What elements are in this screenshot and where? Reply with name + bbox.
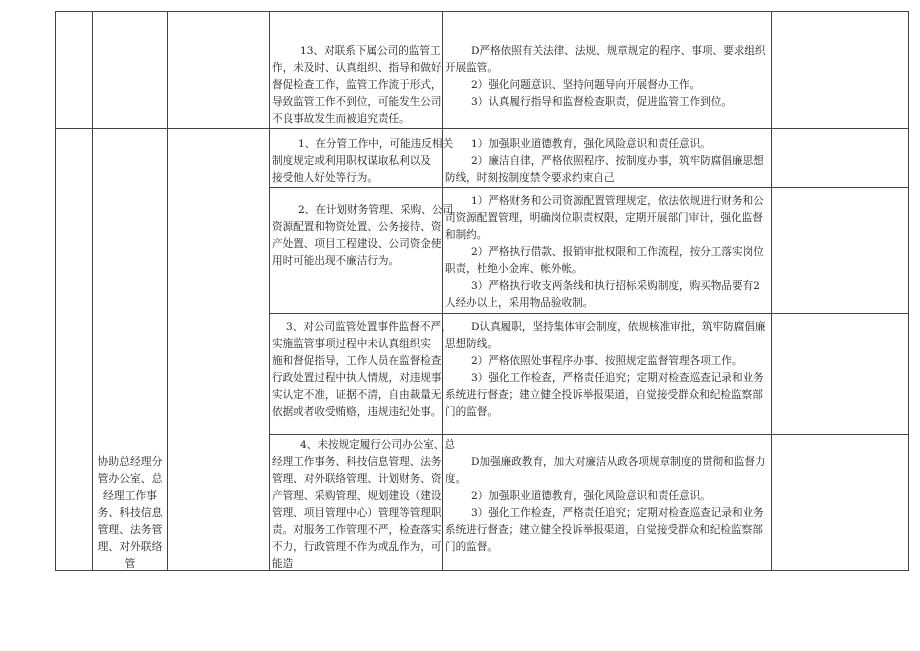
risk-text-line: 用时可能出现不廉洁行为。 bbox=[272, 255, 400, 267]
risk-text-line: 4、未按规定履行公司办公室、总 bbox=[300, 439, 456, 451]
measure-text-line: 3）严格执行收支两条线和执行招标采购制度，购买物品要有2 bbox=[471, 280, 760, 292]
risk-point-cell bbox=[272, 319, 452, 421]
risk-text-line: 施和督促指导，工作人员在监督检查 bbox=[272, 355, 442, 367]
department-line: 协助总经理分 bbox=[97, 455, 163, 468]
measure-text-line: 开展监管。 bbox=[445, 62, 498, 74]
table-top-border bbox=[55, 11, 909, 12]
department-line: 管办公室、总 bbox=[97, 472, 163, 485]
risk-text-line: 13、对联系下属公司的监管工 bbox=[300, 45, 441, 57]
risk-text-line: 经理工作事务、科技信息管理、法务 bbox=[272, 456, 442, 468]
measure-text-line: 门的监督。 bbox=[445, 406, 498, 418]
risk-text-line: 2、在计划财务管理、采购、公司 bbox=[298, 204, 454, 216]
measure-text-line: 3）强化工作检查，严格责任追究；定期对检查巡查记录和业务 bbox=[471, 372, 764, 384]
measure-text-line: 度。 bbox=[445, 473, 467, 485]
risk-text-line: 制度规定或利用职权谋取私利以及 bbox=[272, 155, 431, 167]
risk-text-line: 资源配置和物资处置、公务接待、资 bbox=[272, 221, 442, 233]
measure-text-line: D加强廉政教育，加大对廉洁从政各项规章制度的贯彻和监督力 bbox=[471, 456, 766, 468]
measure-text-line: 系统进行督查；建立健全投诉举报渠道，自觉接受群众和纪检监察部 bbox=[445, 524, 763, 536]
measure-text-line: 2）强化问题意识、坚持问题导向开展督办工作。 bbox=[471, 79, 701, 91]
risk-control-table bbox=[55, 11, 909, 571]
control-measure-cell bbox=[445, 319, 766, 421]
risk-text-line: 管理、对外联络管理、计划财务、资 bbox=[272, 473, 442, 485]
risk-text-line: 作，未及时、认真组织、指导和做好 bbox=[272, 62, 442, 74]
risk-point-cell bbox=[272, 202, 453, 270]
department-line: 务、科技信息 bbox=[97, 506, 163, 519]
measure-text-line: 1）加强职业道德教育，强化风险意识和责任意识。 bbox=[471, 138, 711, 150]
risk-text-line: 管理、项目管理中心）管理等管理职 bbox=[272, 507, 442, 519]
department-line: 经理工作事 bbox=[103, 489, 157, 502]
measure-text-line: D认真履职，坚持集体审会制度，依规核准审批，筑牢防腐倡廉 bbox=[471, 321, 766, 333]
measure-text-line: 2）严格执行借款、报销审批权限和工作流程，按分工落实岗位 bbox=[471, 246, 764, 258]
measure-text-line: 职责，杜绝小金库、帐外帐。 bbox=[445, 263, 583, 275]
measure-text-line: 系统进行督查；建立健全投诉举报渠道，自觉接受群众和纪检监察部 bbox=[445, 389, 763, 401]
risk-point-cell bbox=[272, 437, 455, 573]
risk-text-line: 产管理、采购管理、规划建设（建设 bbox=[272, 490, 442, 502]
control-measure-cell bbox=[445, 454, 766, 556]
risk-text-line: 接受他人好处等行为。 bbox=[272, 172, 378, 184]
measure-text-line: 2）廉洁自律，严格依照程序、按制度办事，筑牢防腐倡廉思想 bbox=[471, 155, 764, 167]
measure-text-line: 2）加强职业道德教育，强化风险意识和责任意识。 bbox=[471, 490, 711, 502]
risk-text-line: 依据或者收受贿赂，违规违纪处事。 bbox=[272, 406, 442, 418]
measure-text-line: 2）严格依照处事程序办事、按照规定监督管理各项工作。 bbox=[471, 355, 743, 367]
risk-text-line: 责。对服务工作管理不严，检查落实 bbox=[272, 524, 442, 536]
measure-text-line: 司资源配置管理，明确岗位职责权限，定期开展部门审计，强化监督 bbox=[445, 212, 763, 224]
measure-text-line: 门的监督。 bbox=[445, 541, 498, 553]
col-border bbox=[55, 11, 56, 571]
table-bottom-border bbox=[55, 570, 909, 571]
section-divider bbox=[55, 128, 909, 129]
department-cell bbox=[93, 454, 167, 573]
risk-text-line: 不良事故发生而被追究责任。 bbox=[272, 113, 410, 125]
measure-text-line: 3）强化工作检查，严格责任追究；定期对检查巡查记录和业务 bbox=[471, 507, 764, 519]
risk-text-line: 督促检查工作，监管工作流于形式， bbox=[272, 79, 442, 91]
measure-text-line: 1）严格财务和公司资源配置管理规定，依法依规进行财务和公 bbox=[471, 195, 764, 207]
control-measure-cell bbox=[445, 43, 766, 111]
risk-point-cell bbox=[272, 136, 453, 187]
measure-text-line: 和制约。 bbox=[445, 229, 488, 241]
risk-text-line: 1、在分管工作中，可能违反相关 bbox=[298, 138, 454, 150]
department-line: 管 bbox=[124, 557, 136, 570]
measure-text-line: 人经办以上，采用物品验收制。 bbox=[445, 297, 594, 309]
measure-text-line: D严格依照有关法律、法规、规章规定的程序、事项、要求组织 bbox=[471, 45, 766, 57]
measure-text-line: 防线，时刻按制度禁令要求约束自己 bbox=[445, 172, 615, 184]
risk-text-line: 实施监管事项过程中未认真组织实 bbox=[272, 338, 431, 350]
risk-text-line: 实认定不准，证据不清，自由裁量无 bbox=[272, 389, 442, 401]
measure-text-line: 思想防线。 bbox=[445, 338, 498, 350]
col-border bbox=[269, 11, 270, 571]
measure-text-line: 3）认真履行指导和监督检查职责，促进监管工作到位。 bbox=[471, 96, 732, 108]
department-line: 理、对外联络 bbox=[97, 540, 163, 553]
col-border bbox=[908, 11, 909, 571]
risk-text-line: 不力，行政管理不作为或乱作为，可 bbox=[272, 541, 442, 553]
risk-point-cell bbox=[272, 43, 442, 128]
row-divider bbox=[269, 187, 909, 188]
risk-text-line: 导致监管工作不到位，可能发生公司 bbox=[272, 96, 442, 108]
row-divider bbox=[269, 313, 909, 314]
control-measure-cell bbox=[445, 193, 764, 312]
risk-text-line: 能造 bbox=[272, 558, 294, 570]
col-border bbox=[167, 11, 168, 571]
row-divider bbox=[269, 434, 909, 435]
risk-text-line: 产处置、项目工程建设、公司资金使 bbox=[272, 238, 442, 250]
control-measure-cell bbox=[445, 136, 764, 187]
col-border bbox=[771, 11, 772, 571]
risk-text-line: 行政处置过程中执人情规，对违规事 bbox=[272, 372, 442, 384]
department-line: 管理、法务管 bbox=[97, 523, 163, 536]
risk-text-line: 3、对公司监管处置事件监督不严， bbox=[286, 321, 452, 333]
